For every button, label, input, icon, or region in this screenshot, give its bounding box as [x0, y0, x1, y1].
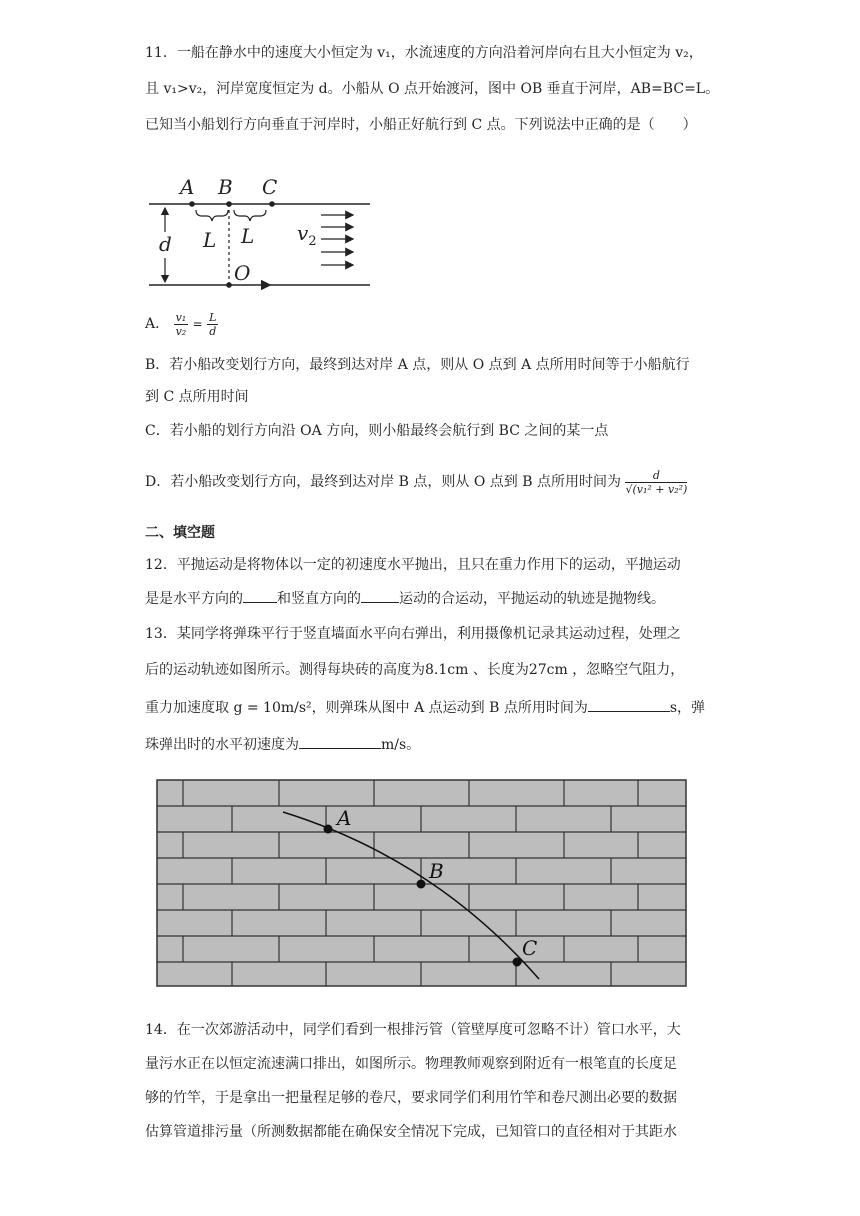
brick-wall-figure [156, 779, 688, 989]
q14-line2: 量污水正在以恒定流速满口排出，如图所示。物理教师观察到附近有一根笔直的长度足 [145, 1056, 677, 1072]
q13-line3: 重力加速度取 g = 10m/s²，则弹珠从图中 A 点运动到 B 点所用时间为 s，弹 [145, 697, 705, 718]
q13-line4: 珠弹出时的水平初速度为 m/s。 [145, 734, 420, 755]
q11-option-b-line1: B．若小船改变划行方向，最终到达对岸 A 点，则从 O 点到 A 点所用时间等于小船航行 [145, 357, 690, 373]
point-b [417, 880, 426, 889]
option-a-frac1: $\frac{\text{v₁}}{\text{v₂}}$ [175, 310, 187, 338]
q11-option-c: C．若小船的划行方向沿 OA 方向，则小船最终会航行到 BC 之间的某一点 [145, 423, 609, 439]
point-b [226, 201, 232, 207]
q11-option-d: D．若小船改变划行方向，最终到达对岸 B 点，则从 O 点到 B 点所用时间为 $\frac{d}{\text{√(v₁² + v₂²)}}$ [145, 468, 688, 496]
q14-line1: 14．在一次郊游活动中，同学们看到一根排污管（管壁厚度可忽略不计）管口水平，大 [145, 1022, 681, 1038]
q12-line1: 12．平抛运动是将物体以一定的初速度水平抛出，且只在重力作用下的运动，平抛运动 [145, 557, 681, 573]
label-c: C [262, 175, 278, 199]
label-c: C [522, 936, 538, 960]
q12-blank-2[interactable] [361, 588, 399, 603]
q12-line2: 是是水平方向的 和竖直方向的 运动的合运动，平抛运动的轨迹是抛物线。 [145, 588, 665, 609]
q11-line1: 11．一船在静水中的速度大小恒定为 v₁，水流速度的方向沿着河岸向右且大小恒定为 v₂， [145, 45, 703, 61]
q12-blank-1[interactable] [243, 588, 277, 603]
label-d: d [159, 232, 172, 256]
point-c [513, 958, 522, 967]
option-a-label: A． [145, 316, 170, 332]
section-title-fill-blank: 二、填空题 [145, 525, 215, 541]
river-crossing-figure [145, 172, 380, 290]
label-b: B [429, 859, 444, 883]
point-a [324, 825, 333, 834]
q14-line4: 估算管道排污量（所测数据都能在确保安全情况下完成，已知管口的直径相对于其距水 [145, 1124, 677, 1140]
brace-ab [196, 210, 228, 221]
q11-line2: 且 v₁>v₂，河岸宽度恒定为 d。小船从 O 点开始渡河，图中 OB 垂直于河岸，AB=BC=L。 [145, 81, 720, 97]
q13-line2: 后的运动轨迹如图所示。测得每块砖的高度为8.1cm 、长度为27cm ，忽略空气阻力， [145, 662, 685, 678]
brace-bc [234, 210, 266, 221]
label-v2: $v_2$ [297, 221, 317, 249]
point-c [269, 201, 275, 207]
label-l2: L [241, 224, 255, 248]
q11-option-a: A． $\frac{\text{v₁}}{\text{v₂}}$ = $\frac{L}{d}$ [145, 310, 217, 338]
q13-blank-time[interactable] [588, 697, 670, 712]
option-a-frac2: $\frac{L}{d}$ [209, 310, 217, 338]
point-a [189, 201, 195, 207]
q13-blank-velocity[interactable] [299, 734, 381, 749]
label-a: A [337, 806, 352, 830]
label-b: B [218, 175, 233, 199]
label-a: A [180, 175, 195, 199]
q13-line1: 13．某同学将弹珠平行于竖直墙面水平向右弹出，利用摄像机记录其运动过程，处理之 [145, 626, 681, 642]
q11-line3: 已知当小船划行方向垂直于河岸时，小船正好航行到 C 点。下列说法中正确的是（ ） [145, 117, 697, 133]
option-d-frac: $\frac{d}{\text{√(v₁² + v₂²)}}$ [625, 468, 688, 496]
q11-option-b-line2: 到 C 点所用时间 [145, 389, 249, 405]
label-l1: L [203, 228, 217, 252]
point-o [226, 282, 232, 288]
q14-line3: 够的竹竿，于是拿出一把量程足够的卷尺，要求同学们利用竹竿和卷尺测出必要的数据 [145, 1090, 677, 1106]
label-o: O [234, 261, 251, 285]
